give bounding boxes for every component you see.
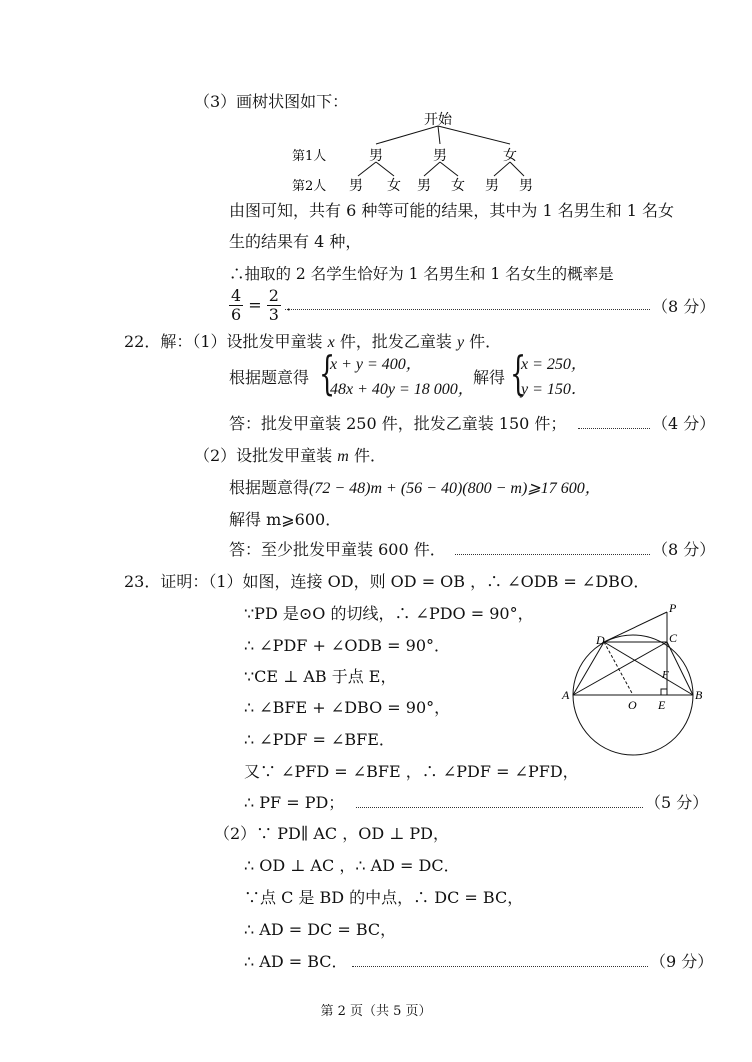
tree-row1-label: 第1人	[292, 149, 327, 164]
tree-l2-0: 男	[349, 178, 363, 194]
q22-head: 22．解：（1）设批发甲童装 x 件，批发乙童装 y 件．	[124, 332, 502, 351]
fraction-4-6: $\frac{4}{6}$	[231, 286, 242, 324]
score-q23-2: （9 分）	[650, 952, 714, 971]
tree-l1-0: 男	[369, 148, 383, 164]
q23-line7: 又∵ ∠PFD = ∠BFE ，∴ ∠PDF = ∠PFD，	[244, 762, 579, 781]
fig-label-B: B	[695, 688, 703, 702]
q23-part2-line3: ∵点 C 是 BD 的中点，∴ DC = BC，	[244, 888, 524, 907]
tree-diagram	[290, 110, 540, 195]
q22-solve2: 解得 m⩾600．	[229, 510, 342, 529]
q22-sol1: x = 250，	[521, 356, 587, 373]
leader-dots	[578, 428, 650, 429]
fig-label-C: C	[669, 631, 678, 645]
tree-root: 开始	[424, 112, 452, 128]
period: .	[286, 295, 292, 315]
tree-l2-2: 男	[417, 178, 431, 194]
left-brace-2: {	[510, 346, 527, 400]
score-q22-1: （4 分）	[652, 414, 716, 433]
fig-label-P: P	[669, 601, 677, 615]
q22-inequality: 根据题意得(72 − 48)m + (56 − 40)(800 − m)⩾17 600，	[229, 478, 601, 497]
tree-l2-1: 女	[387, 178, 401, 194]
q23-line3: ∴ ∠PDF + ∠ODB = 90°．	[244, 636, 450, 655]
leader-dots	[352, 966, 648, 967]
q23-part2-line5: ∴ AD = BC．	[244, 952, 348, 971]
tree-l1-1: 男	[433, 148, 447, 164]
tree-l1-2: 女	[503, 148, 517, 164]
score-q23-1: （5 分）	[645, 793, 709, 812]
fig-label-E: E	[658, 698, 666, 712]
q22-system-prefix: 根据题意得	[229, 368, 310, 387]
score-q22-2: （8 分）	[652, 540, 716, 559]
q23-part2-line1: （2）∵ PD∥ AC ，OD ⊥ PD，	[214, 824, 449, 843]
fig-label-D: D	[596, 633, 605, 647]
tree-l2-3: 女	[451, 178, 465, 194]
q23-line5: ∴ ∠BFE + ∠DBO = 90°，	[244, 698, 451, 717]
q21-line1: 由图可知，共有 6 种等可能的结果，其中为 1 名男生和 1 名女	[229, 201, 675, 220]
fraction-2-3: $\frac{2}{3}$	[268, 286, 279, 324]
leader-dots	[285, 309, 650, 310]
q23-line4: ∵CE ⊥ AB 于点 E，	[244, 667, 397, 686]
fig-label-F: F	[662, 669, 669, 681]
q23-line8: ∴ PF = PD；	[244, 793, 345, 812]
q22-part2: （2）设批发甲童装 m 件．	[194, 446, 386, 465]
q22-solve-prefix: 解得	[473, 368, 506, 387]
page-footer: 第 2 页（共 5 页）	[320, 1004, 432, 1019]
q21-part3-label: （3）画树状图如下：	[194, 92, 349, 111]
q23-line1: 23．证明：（1）如图，连接 OD，则 OD = OB ，∴ ∠ODB = ∠DBO．	[124, 572, 650, 591]
leader-dots	[455, 554, 650, 555]
q23-line2: ∵PD 是⊙O 的切线，∴ ∠PDO = 90°，	[244, 604, 534, 623]
q22-answer2: 答：至少批发甲童装 600 件．	[229, 540, 446, 559]
equals-sign: =	[248, 295, 262, 315]
fig-label-A: A	[562, 688, 570, 702]
left-brace: {	[319, 346, 336, 400]
leader-dots	[356, 807, 643, 808]
q22-eq1: x + y = 400，	[330, 356, 422, 373]
q23-line6: ∴ ∠PDF = ∠BFE．	[244, 730, 395, 749]
q21-probability	[229, 287, 291, 324]
q23-part2-line4: ∴ AD = DC = BC，	[244, 920, 397, 939]
circle-geometry-figure	[560, 600, 712, 756]
q23-part2-line2: ∴ OD ⊥ AC ，∴ AD = DC．	[244, 856, 460, 875]
fig-label-O: O	[628, 698, 637, 712]
tree-l2-4: 男	[485, 178, 499, 194]
tree-l2-5: 男	[519, 178, 533, 194]
q21-line2: 生的结果有 4 种，	[229, 232, 362, 251]
tree-row2-label: 第2人	[292, 179, 327, 194]
score-q21: （8 分）	[652, 297, 716, 316]
q22-sol2: y = 150．	[521, 381, 587, 398]
q21-line3: ∴抽取的 2 名学生恰好为 1 名男生和 1 名女生的概率是	[229, 265, 614, 283]
q22-eq2: 48x + 40y = 18 000，	[330, 381, 474, 398]
q22-answer1: 答：批发甲童装 250 件，批发乙童装 150 件；	[229, 414, 567, 433]
